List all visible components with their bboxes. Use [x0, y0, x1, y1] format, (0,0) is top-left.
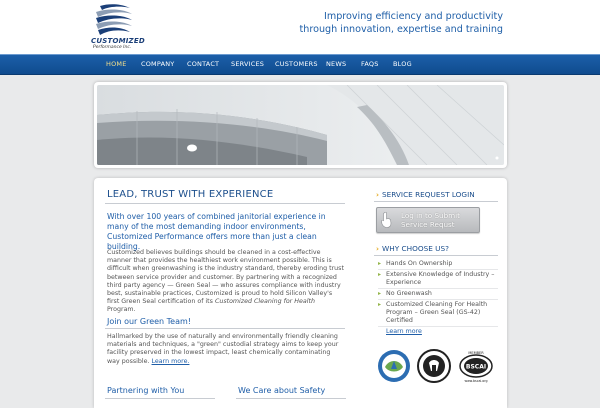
body-text-end: Program. — [107, 306, 136, 314]
nav-home[interactable]: HOME — [106, 60, 127, 68]
list-item-text: Hands On Ownership — [386, 260, 453, 267]
service-login-label — [401, 211, 460, 229]
list-item — [378, 259, 498, 270]
intro-text: With over 100 years of combined janitorial experience in many of the most demanding indoor environments, Customized Performance offers more than just a clean building. — [107, 212, 326, 251]
chevron-right-icon: › — [376, 190, 380, 199]
why-choose-heading-text: WHY CHOOSE US? — [382, 244, 449, 253]
nav-blog[interactable]: BLOG — [393, 60, 412, 68]
nav-news[interactable]: NEWS — [326, 60, 347, 68]
nav-customers[interactable]: CUSTOMERS — [275, 60, 318, 68]
service-login-line-1: Log in to Submit — [401, 211, 460, 220]
list-item — [378, 300, 498, 327]
body-text-program: Customized Cleaning for Health — [214, 298, 315, 306]
tagline-line-1: Improving efficiency and productivity — [324, 11, 503, 22]
bscai-badge-icon[interactable] — [459, 349, 493, 383]
learn-more-link[interactable]: Learn more. — [151, 357, 190, 365]
service-request-heading-text: SERVICE REQUEST LOGIN — [382, 190, 475, 199]
green-team-heading: Join our Green Team! — [107, 317, 192, 326]
nav-company[interactable]: COMPANY — [141, 60, 175, 68]
safety-heading[interactable]: We Care about Safety — [238, 386, 326, 395]
body-text-start: Customized believes buildings should be cleaned in a cost-effective manner that provides the healthiest work environment possible. This is difficult when greenwashing is the industry standard, thereby eroding trust between service provider and customer. By partnering with a recognized third party agency — Green Seal — who assures compliance with industry best, sustainable practices, Customized is proud to hold Silicon Valley's first Green Seal certification of its — [107, 249, 344, 306]
nav-contact[interactable]: CONTACT — [187, 60, 220, 68]
logo-wordmark: CUSTOMIZED — [91, 37, 145, 45]
learn-more-link[interactable]: Learn more — [386, 328, 422, 335]
body-paragraph — [107, 249, 345, 315]
divider — [105, 398, 215, 399]
list-item-text: Extensive Knowledge of Industry – Experience — [386, 271, 495, 286]
bscai-label-text: BSCAI — [465, 363, 487, 371]
list-item — [378, 270, 498, 289]
why-choose-list — [378, 259, 498, 337]
site-header — [0, 0, 600, 54]
divider — [105, 203, 345, 204]
green-team-text — [107, 333, 345, 366]
hand-pointer-icon — [381, 212, 392, 228]
tagline — [300, 10, 503, 36]
bullet-icon: ▸ — [378, 260, 382, 267]
divider — [374, 255, 498, 256]
bscai-caption-text: www.bscai.org — [464, 379, 488, 383]
list-item — [378, 327, 498, 337]
bscai-member-text: MEMBER — [468, 351, 484, 355]
page-title: LEAD, TRUST WITH EXPERIENCE — [107, 189, 274, 200]
logo-subtext: Performance Inc. — [93, 45, 132, 50]
partnering-heading[interactable]: Partnering with You — [107, 386, 185, 395]
service-login-button[interactable] — [376, 207, 480, 233]
main-nav — [0, 54, 600, 75]
divider — [105, 328, 345, 329]
tagline-line-2: through innovation, expertise and training — [299, 24, 503, 35]
divider — [236, 398, 346, 399]
list-item — [378, 289, 498, 300]
hero-image — [97, 85, 504, 165]
why-choose-heading — [376, 244, 449, 253]
service-login-line-2: Service Requst — [401, 220, 455, 229]
nav-services[interactable]: SERVICES — [231, 60, 265, 68]
hero-banner — [94, 82, 507, 168]
service-request-heading — [376, 190, 475, 199]
list-item-text: Customized Cleaning For Health Program – Green Seal (GS-42) Certified — [386, 301, 488, 324]
list-item-text: No Greenwash — [386, 290, 432, 297]
bullet-icon: ▸ — [378, 290, 382, 297]
nav-faqs[interactable]: FAQS — [361, 60, 379, 68]
bullet-icon: ▸ — [378, 271, 382, 278]
green-seal-badge-icon[interactable] — [377, 349, 411, 383]
usgbc-badge-icon[interactable] — [417, 349, 451, 383]
green-team-paragraph: Hallmarked by the use of naturally and environmentally friendly cleaning materials and techniques, a "green" custodial strategy aims to keep your facility preserved in the lowest impact, least chemically contaminating way possible. — [107, 333, 339, 365]
bullet-icon: ▸ — [378, 301, 382, 308]
divider — [374, 201, 498, 202]
chevron-right-icon: › — [376, 244, 380, 253]
